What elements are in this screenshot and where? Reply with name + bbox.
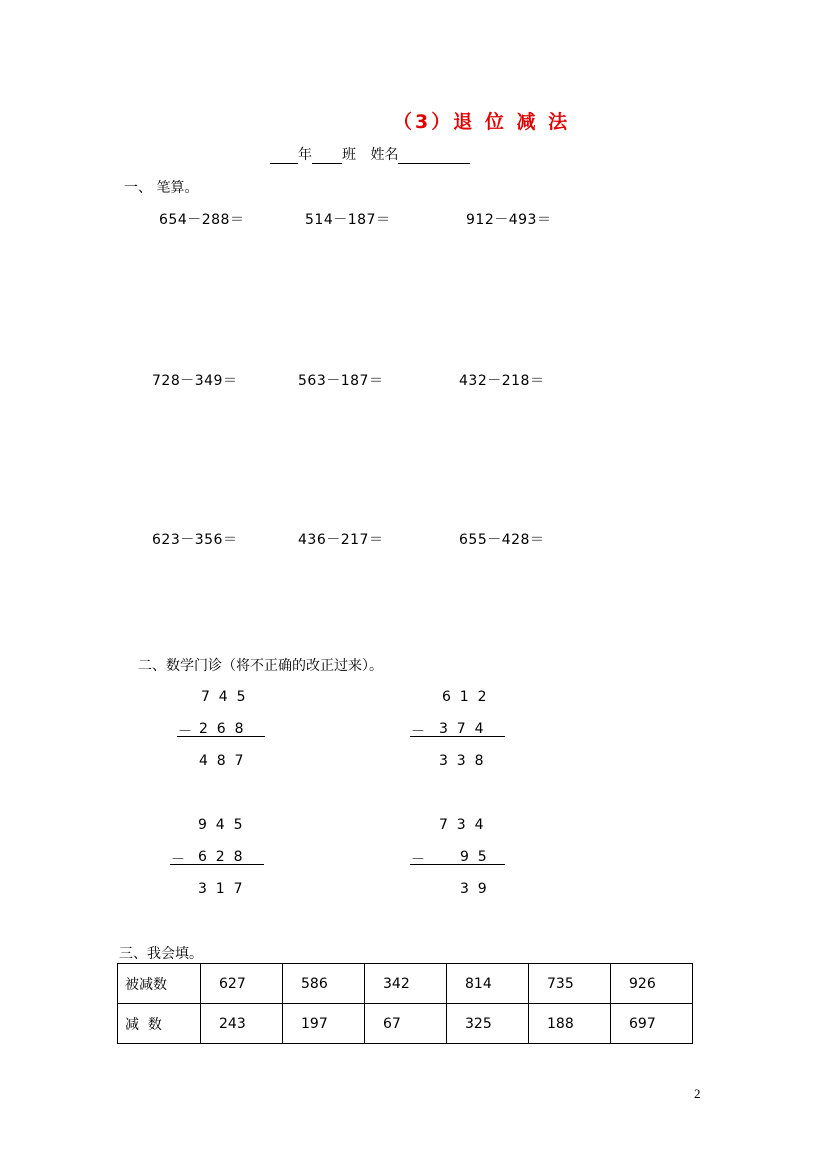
row-label-subtrahend: 减 数 xyxy=(118,1004,201,1044)
problem-3-1: 623－356＝ xyxy=(152,532,238,548)
diag-3-bottom: 6 2 8 xyxy=(198,849,243,865)
diag-2-top: 6 1 2 xyxy=(442,689,487,705)
diag-3-underline xyxy=(170,864,264,865)
grade-blank[interactable] xyxy=(270,148,298,164)
page-title: （3）退 位 减 法 xyxy=(393,111,571,133)
table-cell: 586 xyxy=(283,964,365,1004)
diag-1-top: 7 4 5 xyxy=(201,689,246,705)
name-blank[interactable] xyxy=(398,148,470,164)
table-row xyxy=(118,964,693,1004)
class-label: 班 xyxy=(342,147,356,163)
table-cell: 697 xyxy=(611,1004,693,1044)
student-info-line xyxy=(270,144,470,164)
diag-2-result: 3 3 8 xyxy=(439,753,484,769)
diag-2-underline xyxy=(410,736,505,737)
diag-3-top: 9 4 5 xyxy=(198,817,243,833)
table-cell: 342 xyxy=(365,964,447,1004)
section-3-heading: 三、我会填。 xyxy=(119,946,203,962)
class-blank[interactable] xyxy=(312,148,342,164)
table-cell: 197 xyxy=(283,1004,365,1044)
problem-1-2: 514－187＝ xyxy=(305,212,391,228)
diag-1-bottom: 2 6 8 xyxy=(199,721,244,737)
table-cell: 67 xyxy=(365,1004,447,1044)
diag-4-underline xyxy=(410,864,505,865)
row-label-minuend: 被减数 xyxy=(118,964,201,1004)
table-cell: 627 xyxy=(201,964,283,1004)
diag-1-result: 4 8 7 xyxy=(199,753,244,769)
diag-1-minus: － xyxy=(178,724,192,740)
problem-2-1: 728－349＝ xyxy=(152,373,238,389)
diag-1-underline xyxy=(177,736,265,737)
diag-3-result: 3 1 7 xyxy=(198,881,243,897)
section-2-heading: 二、数学门诊（将不正确的改正过来）。 xyxy=(138,658,383,674)
fill-table xyxy=(117,963,693,1044)
table-cell: 325 xyxy=(447,1004,529,1044)
section-1-heading: 一、 笔算。 xyxy=(124,180,199,196)
table-row xyxy=(118,1004,693,1044)
problem-3-3: 655－428＝ xyxy=(459,532,545,548)
problem-1-3: 912－493＝ xyxy=(466,212,552,228)
table-cell: 735 xyxy=(529,964,611,1004)
diag-4-result: 3 9 xyxy=(460,881,487,897)
name-label: 姓名 xyxy=(370,147,399,163)
grade-label: 年 xyxy=(298,147,312,163)
table-cell: 814 xyxy=(447,964,529,1004)
table-cell: 243 xyxy=(201,1004,283,1044)
table-cell: 188 xyxy=(529,1004,611,1044)
problem-1-1: 654－288＝ xyxy=(159,212,245,228)
diag-4-minus: － xyxy=(411,852,425,868)
diag-2-bottom: 3 7 4 xyxy=(439,721,484,737)
diag-3-minus: － xyxy=(171,852,185,868)
problem-2-2: 563－187＝ xyxy=(298,373,384,389)
page-number: 2 xyxy=(694,1086,701,1101)
diag-4-top: 7 3 4 xyxy=(439,817,484,833)
problem-3-2: 436－217＝ xyxy=(298,532,384,548)
problem-2-3: 432－218＝ xyxy=(459,373,545,389)
diag-2-minus: － xyxy=(411,724,425,740)
diag-4-bottom: 9 5 xyxy=(460,849,487,865)
table-cell: 926 xyxy=(611,964,693,1004)
